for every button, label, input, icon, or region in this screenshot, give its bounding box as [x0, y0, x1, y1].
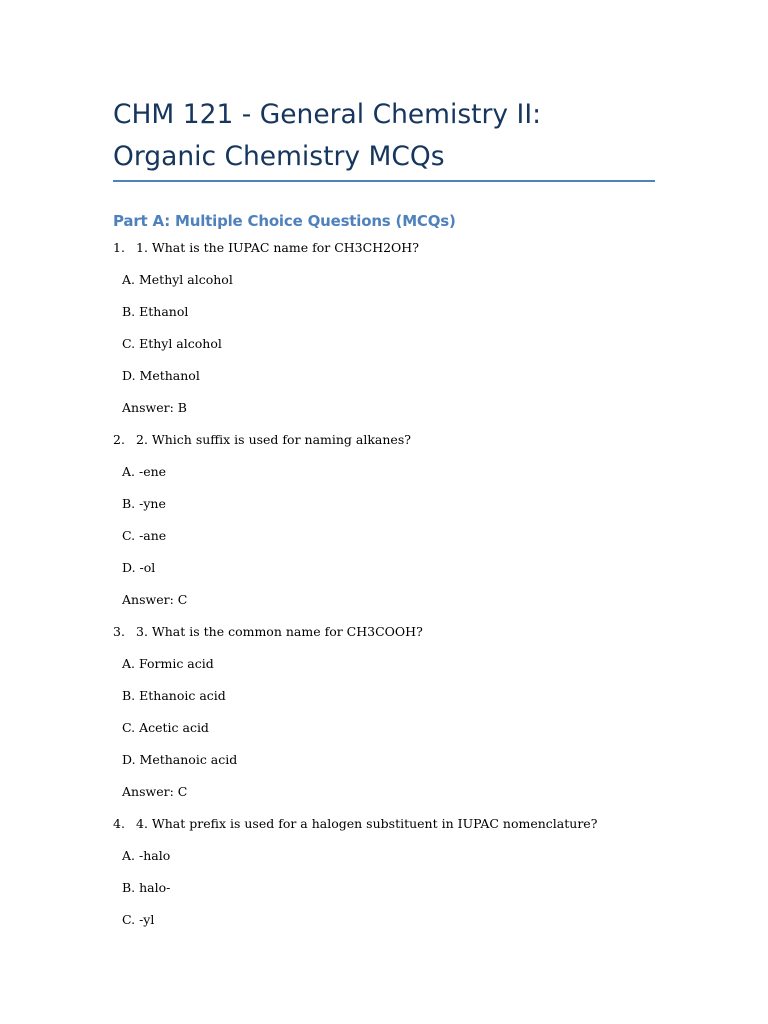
question-line: [0, 232, 768, 264]
question-number: 2.: [113, 432, 125, 447]
answer-option: [0, 552, 768, 584]
option-text: A. -halo: [122, 848, 171, 863]
answer-option: [0, 264, 768, 296]
section-heading: Part A: Multiple Choice Questions (MCQs): [113, 212, 456, 230]
option-text: D. Methanol: [122, 368, 200, 383]
option-text: A. Formic acid: [122, 656, 214, 671]
question-item: [0, 424, 768, 616]
answer-key: [0, 392, 768, 424]
option-text: B. halo-: [122, 880, 171, 895]
option-text: D. -ol: [122, 560, 156, 575]
title-underline-rule: [113, 180, 655, 182]
document-title: [113, 94, 673, 178]
answer-option: [0, 456, 768, 488]
answer-option: [0, 360, 768, 392]
answer-key: [0, 776, 768, 808]
question-text: 4. What prefix is used for a halogen substituent in IUPAC nomenclature?: [136, 816, 598, 831]
option-text: B. Ethanol: [122, 304, 189, 319]
question-line: [0, 424, 768, 456]
answer-text: Answer: C: [122, 592, 188, 607]
document-title-line-1: CHM 121 - General Chemistry II:: [113, 99, 542, 130]
question-line: [0, 808, 768, 840]
question-item: [0, 232, 768, 424]
question-text: 2. Which suffix is used for naming alkanes?: [136, 432, 411, 447]
answer-option: [0, 488, 768, 520]
question-line: [0, 616, 768, 648]
question-text: 1. What is the IUPAC name for CH3CH2OH?: [136, 240, 419, 255]
question-number: 3.: [113, 624, 125, 639]
answer-text: Answer: B: [122, 400, 187, 415]
option-text: B. Ethanoic acid: [122, 688, 226, 703]
answer-option: [0, 744, 768, 776]
answer-text: Answer: C: [122, 784, 188, 799]
document-title-line-2: Organic Chemistry MCQs: [113, 141, 445, 172]
answer-option: [0, 520, 768, 552]
option-text: C. -yl: [122, 912, 155, 927]
question-item: [0, 808, 768, 936]
answer-option: [0, 840, 768, 872]
option-text: A. -ene: [122, 464, 167, 479]
answer-option: [0, 296, 768, 328]
question-number: 1.: [113, 240, 125, 255]
option-text: D. Methanoic acid: [122, 752, 238, 767]
option-text: C. Ethyl alcohol: [122, 336, 222, 351]
answer-option: [0, 680, 768, 712]
question-number: 4.: [113, 816, 125, 831]
question-item: [0, 616, 768, 808]
question-list: [0, 232, 768, 936]
option-text: A. Methyl alcohol: [122, 272, 233, 287]
option-text: C. Acetic acid: [122, 720, 209, 735]
answer-option: [0, 648, 768, 680]
option-text: C. -ane: [122, 528, 167, 543]
answer-option: [0, 712, 768, 744]
answer-key: [0, 584, 768, 616]
answer-option: [0, 328, 768, 360]
answer-option: [0, 872, 768, 904]
answer-option: [0, 904, 768, 936]
question-text: 3. What is the common name for CH3COOH?: [136, 624, 423, 639]
option-text: B. -yne: [122, 496, 166, 511]
